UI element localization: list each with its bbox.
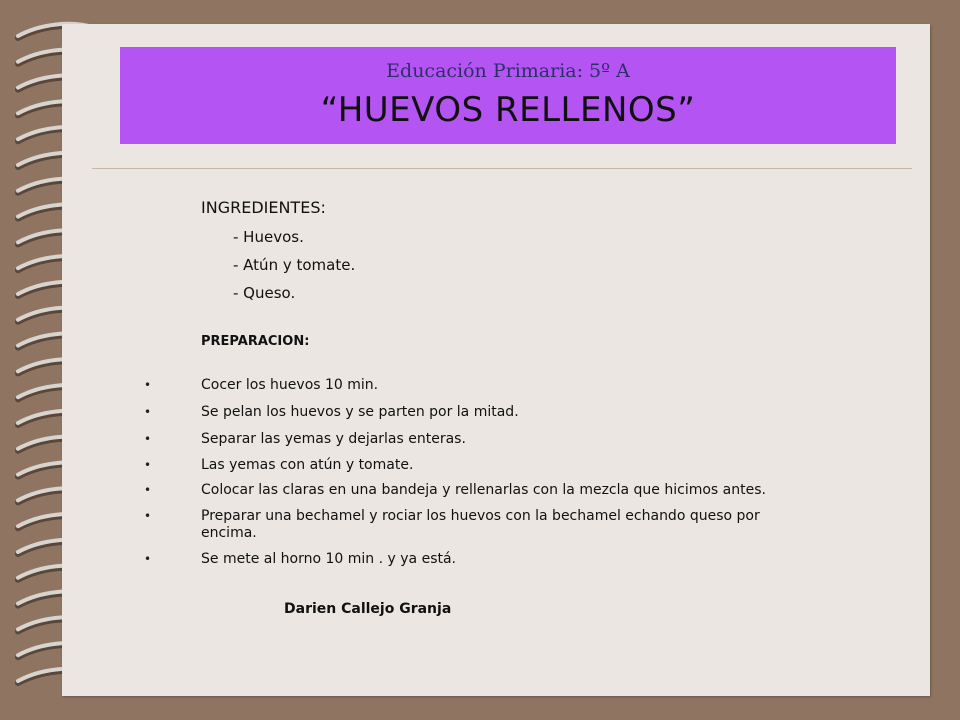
preparation-step: Se mete al horno 10 min . y ya está. <box>201 551 457 567</box>
preparation-step: Se pelan los huevos y se parten por la mitad. <box>201 404 519 420</box>
preparation-step: Preparar una bechamel y rociar los huevos con la bechamel echando queso por <box>201 508 760 524</box>
bullet-marker: • <box>144 378 152 392</box>
preparation-step: Colocar las claras en una bandeja y rellenarlas con la mezcla que hicimos antes. <box>201 482 766 498</box>
bullet-marker: • <box>144 483 152 497</box>
bullet-marker: • <box>144 432 152 446</box>
author-name: Darien Callejo Granja <box>284 601 452 617</box>
bullet-marker: • <box>144 458 152 472</box>
ingredient-item: - Queso. <box>233 284 296 302</box>
ingredients-heading: INGREDIENTES: <box>201 198 326 217</box>
preparation-step: Separar las yemas y dejarlas enteras. <box>201 431 466 447</box>
ingredient-item: - Atún y tomate. <box>233 256 356 274</box>
bullet-marker: • <box>144 552 152 566</box>
preparation-step: Las yemas con atún y tomate. <box>201 457 414 473</box>
class-subtitle: Educación Primaria: 5º A <box>386 60 630 82</box>
divider-line <box>92 168 912 169</box>
preparation-heading: PREPARACION: <box>201 334 310 349</box>
bullet-marker: • <box>144 509 152 523</box>
bullet-marker: • <box>144 405 152 419</box>
preparation-step: Cocer los huevos 10 min. <box>201 377 379 393</box>
title-banner <box>120 47 896 144</box>
preparation-step-continued: encima. <box>201 525 257 541</box>
recipe-title: “HUEVOS RELLENOS” <box>320 90 696 130</box>
ingredient-item: - Huevos. <box>233 228 304 246</box>
